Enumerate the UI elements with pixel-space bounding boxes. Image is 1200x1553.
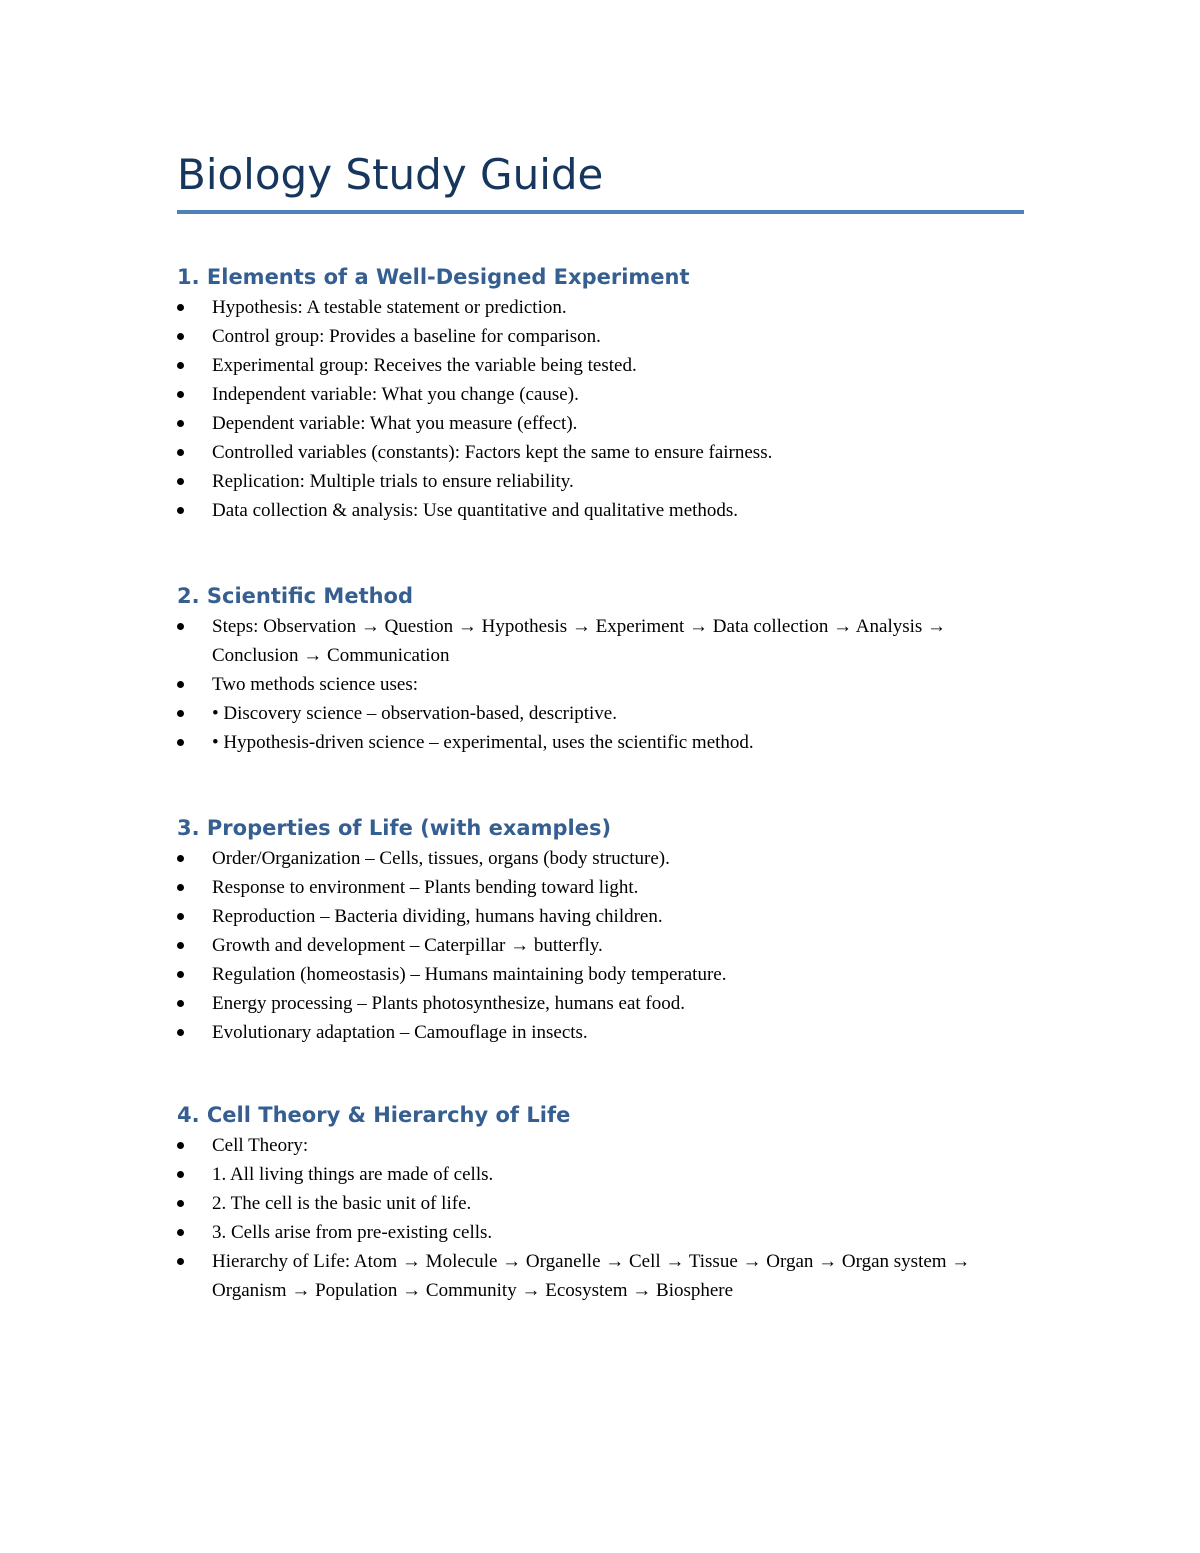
list-item xyxy=(177,1160,972,1189)
list-item xyxy=(177,409,972,438)
bullet-icon xyxy=(177,420,184,427)
list-item-text: Order/Organization – Cells, tissues, organs (body structure). xyxy=(212,848,670,869)
title-underline xyxy=(177,210,1024,214)
section-heading: 2. Scientific Method xyxy=(177,584,414,608)
list-item-text: Reproduction – Bacteria dividing, humans having children. xyxy=(212,906,663,927)
section-scientific-method xyxy=(177,580,1024,757)
list-item xyxy=(177,322,972,351)
bullet-icon xyxy=(177,478,184,485)
bullet-icon xyxy=(177,971,184,978)
list-item-text: Growth and development – Caterpillar → butterfly. xyxy=(212,935,603,956)
bullet-icon xyxy=(177,362,184,369)
bullet-icon xyxy=(177,1171,184,1178)
list-item xyxy=(177,1018,972,1047)
bullet-icon xyxy=(177,739,184,746)
list-item-text: Energy processing – Plants photosynthesize, humans eat food. xyxy=(212,993,685,1014)
bullet-icon xyxy=(177,710,184,717)
list-item xyxy=(177,699,972,728)
list-item xyxy=(177,612,972,670)
list-item-text: Two methods science uses: xyxy=(212,674,419,695)
bullet-icon xyxy=(177,333,184,340)
bullet-icon xyxy=(177,1142,184,1149)
section-heading: 1. Elements of a Well-Designed Experiment xyxy=(177,265,690,289)
list-item xyxy=(177,1218,972,1247)
document-title: Biology Study Guide xyxy=(177,150,604,199)
bullet-icon xyxy=(177,623,184,630)
list-item-text: Replication: Multiple trials to ensure reliability. xyxy=(212,471,574,492)
list-item-text: Control group: Provides a baseline for comparison. xyxy=(212,326,601,347)
bullet-icon xyxy=(177,855,184,862)
list-item-text: Data collection & analysis: Use quantitative and qualitative methods. xyxy=(212,500,739,521)
list-item xyxy=(177,496,972,525)
list-item xyxy=(177,438,972,467)
bullet-icon xyxy=(177,391,184,398)
list-item xyxy=(177,960,972,989)
section-cell-theory xyxy=(177,1099,1024,1305)
list-item-text: Hypothesis: A testable statement or prediction. xyxy=(212,297,567,318)
bullet-icon xyxy=(177,884,184,891)
bullet-list xyxy=(177,844,1024,1047)
section-heading: 4. Cell Theory & Hierarchy of Life xyxy=(177,1103,571,1127)
list-item-text: 2. The cell is the basic unit of life. xyxy=(212,1193,472,1214)
list-item-text: Controlled variables (constants): Factors kept the same to ensure fairness. xyxy=(212,442,773,463)
list-item xyxy=(177,728,972,757)
list-item-text: Cell Theory: xyxy=(212,1135,309,1156)
bullet-icon xyxy=(177,681,184,688)
list-item-text: Experimental group: Receives the variable being tested. xyxy=(212,355,637,376)
bullet-icon xyxy=(177,913,184,920)
list-item-text: Dependent variable: What you measure (effect). xyxy=(212,413,578,434)
bullet-icon xyxy=(177,507,184,514)
list-item xyxy=(177,902,972,931)
bullet-list xyxy=(177,612,1024,757)
bullet-list xyxy=(177,293,1024,525)
list-item xyxy=(177,380,972,409)
list-item xyxy=(177,351,972,380)
list-item xyxy=(177,931,972,960)
list-item-text: 1. All living things are made of cells. xyxy=(212,1164,494,1185)
list-item-text: • Discovery science – observation-based, descriptive. xyxy=(212,703,617,724)
list-item-text: Evolutionary adaptation – Camouflage in insects. xyxy=(212,1022,588,1043)
bullet-list xyxy=(177,1131,1024,1305)
list-item-text: 3. Cells arise from pre-existing cells. xyxy=(212,1222,493,1243)
bullet-icon xyxy=(177,942,184,949)
section-experiment-elements xyxy=(177,261,1024,525)
list-item-text: Independent variable: What you change (cause). xyxy=(212,384,579,405)
list-item xyxy=(177,989,972,1018)
list-item-text: Hierarchy of Life: Atom → Molecule → Organelle → Cell → Tissue → Organ → Organ system → Organism → Population → Community → Ecosystem → Biosphere xyxy=(212,1251,971,1301)
list-item xyxy=(177,873,972,902)
bullet-icon xyxy=(177,449,184,456)
list-item xyxy=(177,293,972,322)
bullet-icon xyxy=(177,1200,184,1207)
list-item-text: Steps: Observation → Question → Hypothesis → Experiment → Data collection → Analysis → Conclusion → Communication xyxy=(212,616,947,666)
list-item-text: Regulation (homeostasis) – Humans maintaining body temperature. xyxy=(212,964,727,985)
bullet-icon xyxy=(177,1229,184,1236)
list-item-text: • Hypothesis-driven science – experimental, uses the scientific method. xyxy=(212,732,754,753)
bullet-icon xyxy=(177,1029,184,1036)
section-properties-of-life xyxy=(177,812,1024,1047)
bullet-icon xyxy=(177,1258,184,1265)
list-item xyxy=(177,1131,972,1160)
list-item xyxy=(177,844,972,873)
list-item xyxy=(177,467,972,496)
list-item-text: Response to environment – Plants bending toward light. xyxy=(212,877,639,898)
list-item xyxy=(177,1189,972,1218)
list-item xyxy=(177,1247,972,1305)
bullet-icon xyxy=(177,304,184,311)
list-item xyxy=(177,670,972,699)
bullet-icon xyxy=(177,1000,184,1007)
section-heading: 3. Properties of Life (with examples) xyxy=(177,816,612,840)
